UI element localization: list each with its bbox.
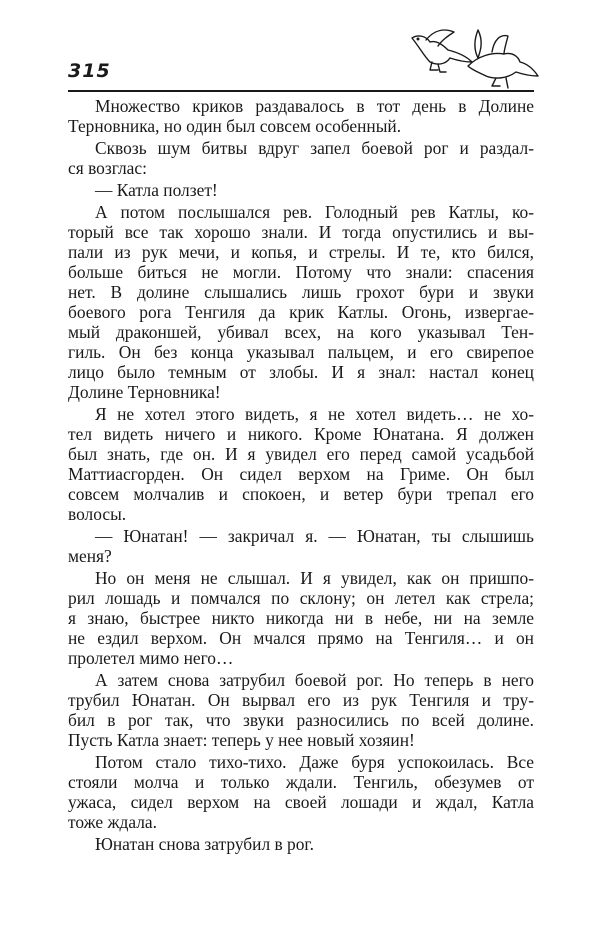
text-line: Юнатан снова затрубил в рог. [95,834,314,854]
text-line: Я не хотел этого видеть, я не хотел видеть… не хо- [95,404,534,424]
text-line: А потом послышался рев. Голодный рев Катлы, ко- [95,202,534,222]
text-line: пали из рук мечи, и копья, и стрелы. И те, кто бился, [68,242,534,262]
page-number: 315 [68,60,111,82]
paragraph [68,96,534,136]
text-line: совсем молчалив и спокоен, и ветер бури трепал его [68,484,534,504]
paragraph [68,752,534,832]
text-line: стояли молча и только ждали. Тенгиль, обезумев от [68,772,534,792]
paragraph [68,180,534,200]
text-line: Пусть Катла знает: теперь у нее новый хозяин! [68,730,415,750]
header-rule [68,90,534,92]
text-line: ся возглас: [68,158,147,178]
text-line: Терновника, но один был совсем особенный. [68,116,402,136]
paragraph [68,670,534,750]
body-text [68,94,534,854]
text-line: торый все так хорошо знали. И тогда опустились и вы- [68,222,534,242]
text-line: — Катла ползет! [95,180,218,200]
text-line: А затем снова затрубил боевой рог. Но теперь в него [95,670,534,690]
text-line: тоже ждала. [68,812,157,832]
paragraph [68,404,534,524]
text-line: ужаса, сидел верхом на своей лошади и ждал, Катла [68,792,534,812]
text-line: бил в рог так, что звуки разносились по всей долине. [68,710,534,730]
text-line: гиль. Он без конца указывал пальцем, и его свирепое [68,342,534,362]
text-line: волосы. [68,504,127,524]
text-line: Долине Терновника! [68,382,221,402]
text-line: не ездил верхом. Он мчался прямо на Тенгиля… и он [68,628,534,648]
paragraph [68,526,534,566]
text-line: Маттиасгорден. Он сидел верхом на Гриме. Он был [68,464,534,484]
text-line: нет. В долине слышались лишь грохот бури и звуки [68,282,534,302]
paragraph [68,834,534,854]
text-line: меня? [68,546,112,566]
text-line: Потом стало тихо-тихо. Даже буря успокоилась. Все [95,752,534,772]
text-line: рил лошадь и помчался по склону; он летел как стрела; [68,588,534,608]
text-line: — Юнатан! — закричал я. — Юнатан, ты слышишь [95,526,534,546]
text-line: Сквозь шум битвы вдруг запел боевой рог и раздал- [95,138,534,158]
text-line: Но он меня не слышал. И я увидел, как он пришпо- [95,568,534,588]
paragraph [68,568,534,668]
text-line: Множество криков раздавалось в тот день в Долине [95,96,534,116]
text-line: пролетел мимо него… [68,648,234,668]
text-line: тел видеть ничего и никого. Кроме Юнатана. Я должен [68,424,534,444]
text-line: боевого рога Тенгиля да крик Катлы. Огонь, извергае- [68,302,534,322]
paragraph [68,138,534,178]
text-line: был знать, где он. И я увидел его перед самой усадьбой [68,444,534,464]
doves-ornament-icon [408,26,540,92]
text-line: трубил Юнатан. Он вырвал его из рук Тенгиля и тру- [68,690,534,710]
text-line: я знаю, быстрее никто никогда ни в небе, ни на земле [68,608,534,628]
paragraph [68,202,534,402]
text-line: больше биться не могли. Потому что знали: спасения [68,262,534,282]
text-line: лицо было темным от злобы. И я знал: настал конец [68,362,534,382]
text-line: мый драконшей, убивал всех, на кого указывал Тен- [68,322,534,342]
